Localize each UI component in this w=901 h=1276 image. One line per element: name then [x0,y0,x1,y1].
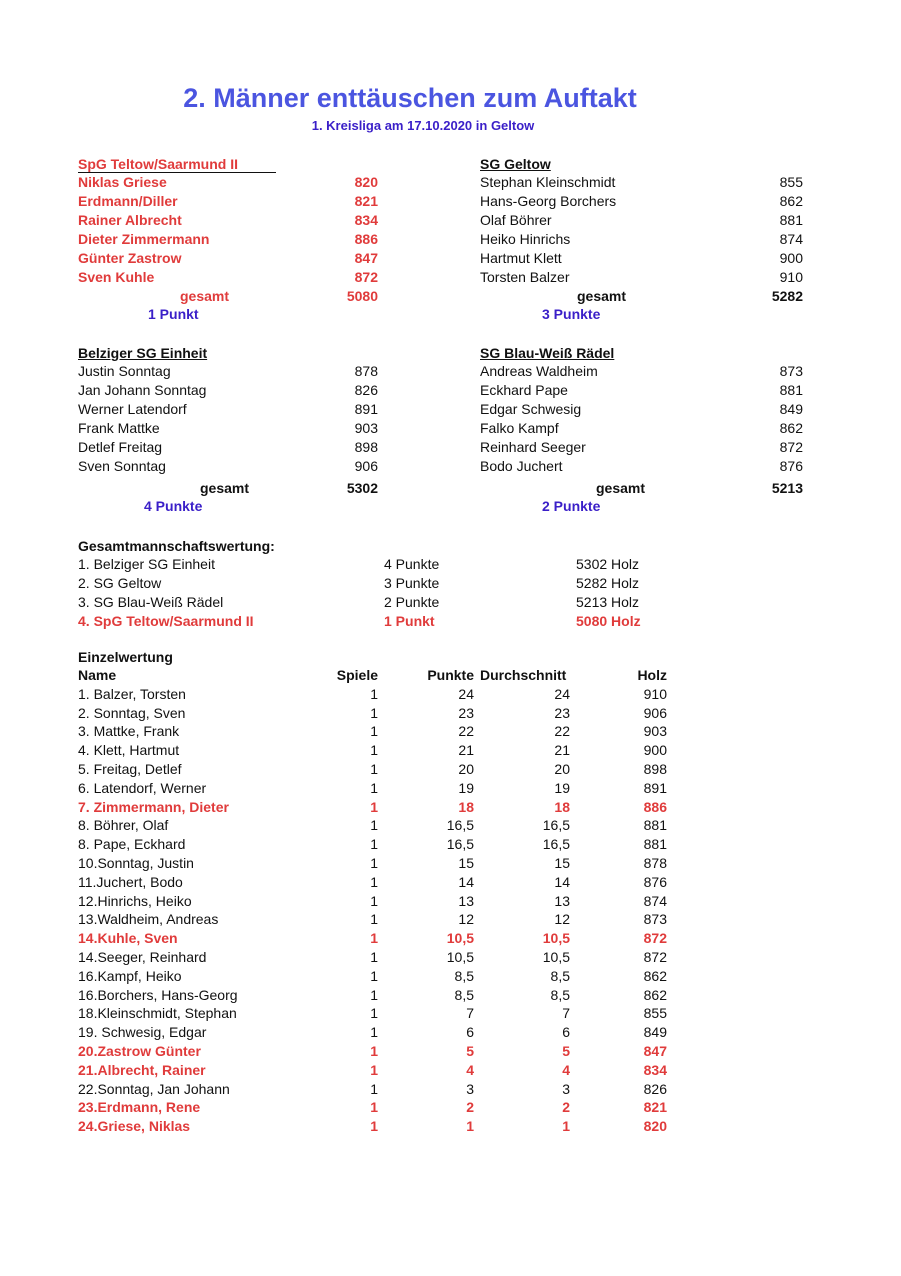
cell-schnitt: 19 [554,779,570,796]
cell-holz: 849 [643,1024,667,1041]
cell-spiele: 1 [370,1099,378,1116]
cell-spiele: 1 [370,779,378,796]
cell-spiele: 1 [370,1080,378,1097]
cell-spiele: 1 [370,1005,378,1022]
cell-punkte: 2 [466,1099,474,1116]
cell-schnitt: 7 [562,1005,570,1022]
table-row [78,779,678,798]
table-row [78,1098,678,1117]
cell-punkte: 19 [458,779,474,796]
cell-schnitt: 8,5 [550,967,570,984]
overall-standings [78,537,678,631]
cell-spiele: 1 [370,798,378,815]
cell-schnitt: 4 [562,1061,570,1078]
cell-punkte: 8,5 [454,967,474,984]
cell-spiele: 1 [370,723,378,740]
cell-spiele: 1 [370,911,378,928]
player-row: Sven Kuhle 872 [78,269,378,285]
cell-name: 18.Kleinschmidt, Stephan [78,1005,237,1022]
cell-holz: 878 [643,854,667,871]
cell-holz: 906 [643,704,667,721]
cell-schnitt: 8,5 [550,986,570,1003]
cell-punkte: 23 [458,704,474,721]
table-row [78,722,678,741]
standing-row: 1. Belziger SG Einheit 4 Punkte 5302 Holz [78,556,640,572]
player-row: Werner Latendorf 891 [78,401,378,417]
player-row: Justin Sonntag 878 [78,363,378,379]
cell-holz: 881 [643,817,667,834]
cell-spiele: 1 [370,1061,378,1078]
player-row: Stephan Kleinschmidt 855 [480,174,803,190]
table-row [78,1117,678,1136]
cell-holz: 881 [643,836,667,853]
player-row: Niklas Griese 820 [78,174,378,190]
cell-spiele: 1 [370,986,378,1003]
page-subtitle: 1. Kreisliga am 17.10.2020 in Geltow [311,118,535,133]
cell-holz: 855 [643,1005,667,1022]
player-row: Olaf Böhrer 881 [480,212,803,228]
standing-row: 3. SG Blau-Weiß Rädel 2 Punkte 5213 Holz [78,594,640,610]
cell-name: 16.Kampf, Heiko [78,967,182,984]
individual-title: Einzelwertung [78,649,173,665]
cell-spiele: 1 [370,1024,378,1041]
cell-schnitt: 2 [562,1099,570,1116]
cell-punkte: 10,5 [446,930,474,947]
team-points: 4 Punkte [144,498,203,514]
cell-punkte: 16,5 [446,817,474,834]
cell-punkte: 13 [458,892,474,909]
team-block-teltow [78,155,378,323]
cell-holz: 874 [643,892,667,909]
team-total: gesamt 5302 [200,480,378,496]
cell-schnitt: 18 [554,798,570,815]
cell-spiele: 1 [370,704,378,721]
cell-name: 19. Schwesig, Edgar [78,1024,207,1041]
cell-spiele: 1 [370,685,378,702]
team-points: 1 Punkt [148,306,199,322]
cell-name: 24.Griese, Niklas [78,1118,191,1135]
standing-row: 2. SG Geltow 3 Punkte 5282 Holz [78,575,640,591]
cell-holz: 847 [643,1042,667,1059]
cell-punkte: 22 [458,723,474,740]
table-row [78,741,678,760]
player-row: Falko Kampf 862 [480,420,803,436]
table-row [78,760,678,779]
cell-name: 7. Zimmermann, Dieter [78,798,229,815]
table-row [78,1004,678,1023]
table-row [78,892,678,911]
cell-punkte: 10,5 [446,948,474,965]
cell-holz: 862 [643,986,667,1003]
cell-schnitt: 10,5 [542,948,570,965]
individual-ranking [78,648,678,1136]
player-row: Günter Zastrow 847 [78,250,378,266]
table-row [78,986,678,1005]
cell-holz: 876 [643,873,667,890]
cell-punkte: 7 [466,1005,474,1022]
cell-holz: 826 [643,1080,667,1097]
cell-name: 16.Borchers, Hans-Georg [78,986,238,1003]
team-total: gesamt 5282 [577,288,803,304]
cell-punkte: 12 [458,911,474,928]
cell-spiele: 1 [370,836,378,853]
cell-schnitt: 16,5 [542,836,570,853]
cell-name: 10.Sonntag, Justin [78,854,194,871]
cell-holz: 872 [643,930,667,947]
cell-schnitt: 20 [554,760,570,777]
cell-name: 3. Mattke, Frank [78,723,180,740]
team-points: 3 Punkte [542,306,601,322]
cell-holz: 873 [643,911,667,928]
cell-name: 21.Albrecht, Rainer [78,1061,206,1078]
standing-row: 4. SpG Teltow/Saarmund II 1 Punkt 5080 Holz [78,613,641,629]
table-row [78,1042,678,1061]
cell-spiele: 1 [370,760,378,777]
cell-holz: 903 [643,723,667,740]
cell-schnitt: 6 [562,1024,570,1041]
cell-punkte: 4 [466,1061,474,1078]
cell-spiele: 1 [370,817,378,834]
cell-schnitt: 12 [554,911,570,928]
table-header: Name Spiele Punkte Durchschnitt Holz [78,667,667,683]
team-name: SG Geltow [480,156,551,172]
player-row: Reinhard Seeger 872 [480,439,803,455]
cell-spiele: 1 [370,930,378,947]
player-row: Hans-Georg Borchers 862 [480,193,803,209]
cell-punkte: 15 [458,854,474,871]
table-row [78,704,678,723]
cell-spiele: 1 [370,742,378,759]
cell-name: 20.Zastrow Günter [78,1042,201,1059]
cell-schnitt: 1 [562,1118,570,1135]
player-row: Sven Sonntag 906 [78,458,378,474]
cell-name: 1. Balzer, Torsten [78,685,186,702]
table-row [78,854,678,873]
cell-punkte: 3 [466,1080,474,1097]
cell-schnitt: 16,5 [542,817,570,834]
cell-name: 4. Klett, Hartmut [78,742,180,759]
table-row [78,1061,678,1080]
cell-holz: 910 [643,685,667,702]
cell-punkte: 18 [458,798,474,815]
cell-holz: 820 [643,1118,667,1135]
cell-punkte: 1 [466,1118,474,1135]
cell-name: 8. Pape, Eckhard [78,836,186,853]
player-row: Erdmann/Diller 821 [78,193,378,209]
cell-name: 2. Sonntag, Sven [78,704,186,721]
player-row: Frank Mattke 903 [78,420,378,436]
cell-spiele: 1 [370,1118,378,1135]
cell-schnitt: 14 [554,873,570,890]
cell-name: 11.Juchert, Bodo [78,873,183,890]
team-block-belziger [78,344,378,515]
cell-punkte: 20 [458,760,474,777]
player-row: Heiko Hinrichs 874 [480,231,803,247]
cell-punkte: 6 [466,1024,474,1041]
cell-name: 23.Erdmann, Rene [78,1099,201,1116]
table-row [78,873,678,892]
cell-spiele: 1 [370,892,378,909]
cell-schnitt: 3 [562,1080,570,1097]
cell-holz: 898 [643,760,667,777]
player-row: Torsten Balzer 910 [480,269,803,285]
table-row [78,967,678,986]
cell-name: 14.Seeger, Reinhard [78,948,207,965]
cell-schnitt: 23 [554,704,570,721]
cell-schnitt: 5 [562,1042,570,1059]
player-row: Bodo Juchert 876 [480,458,803,474]
cell-name: 5. Freitag, Detlef [78,760,182,777]
overall-title: Gesamtmannschaftswertung: [78,538,275,554]
team-name: SpG Teltow/Saarmund II [78,156,276,173]
player-row: Detlef Freitag 898 [78,439,378,455]
player-row: Eckhard Pape 881 [480,382,803,398]
cell-punkte: 16,5 [446,836,474,853]
page-title: 2. Männer enttäuschen zum Auftakt [183,83,637,113]
cell-spiele: 1 [370,1042,378,1059]
cell-punkte: 5 [466,1042,474,1059]
table-row [78,1080,678,1099]
cell-holz: 886 [643,798,667,815]
cell-punkte: 21 [458,742,474,759]
table-row [78,685,678,704]
table-row [78,1023,678,1042]
player-row: Edgar Schwesig 849 [480,401,803,417]
table-row [78,816,678,835]
cell-name: 14.Kuhle, Sven [78,930,178,947]
cell-name: 13.Waldheim, Andreas [78,911,219,928]
cell-name: 12.Hinrichs, Heiko [78,892,192,909]
team-points: 2 Punkte [542,498,601,514]
table-row [78,835,678,854]
table-row [78,929,678,948]
cell-holz: 900 [643,742,667,759]
cell-punkte: 24 [458,685,474,702]
player-row: Hartmut Klett 900 [480,250,803,266]
cell-spiele: 1 [370,948,378,965]
player-row: Rainer Albrecht 834 [78,212,378,228]
player-row: Andreas Waldheim 873 [480,363,803,379]
cell-holz: 862 [643,967,667,984]
cell-holz: 891 [643,779,667,796]
cell-holz: 872 [643,948,667,965]
team-total: gesamt 5213 [596,480,803,496]
cell-schnitt: 22 [554,723,570,740]
cell-spiele: 1 [370,873,378,890]
cell-schnitt: 13 [554,892,570,909]
cell-punkte: 14 [458,873,474,890]
player-row: Dieter Zimmermann 886 [78,231,378,247]
team-name: SG Blau-Weiß Rädel [480,345,615,361]
cell-holz: 821 [643,1099,667,1116]
team-total: gesamt 5080 [180,288,378,304]
cell-schnitt: 21 [554,742,570,759]
cell-schnitt: 10,5 [542,930,570,947]
team-block-raedel [480,344,803,515]
cell-holz: 834 [643,1061,667,1078]
cell-name: 6. Latendorf, Werner [78,779,207,796]
cell-spiele: 1 [370,967,378,984]
cell-name: 8. Böhrer, Olaf [78,817,169,834]
team-name: Belziger SG Einheit [78,345,208,361]
team-block-geltow [480,155,803,323]
cell-spiele: 1 [370,854,378,871]
cell-punkte: 8,5 [454,986,474,1003]
cell-schnitt: 24 [554,685,570,702]
table-row [78,948,678,967]
table-row [78,910,678,929]
player-row: Jan Johann Sonntag 826 [78,382,378,398]
cell-schnitt: 15 [554,854,570,871]
table-row [78,798,678,817]
cell-name: 22.Sonntag, Jan Johann [78,1080,230,1097]
